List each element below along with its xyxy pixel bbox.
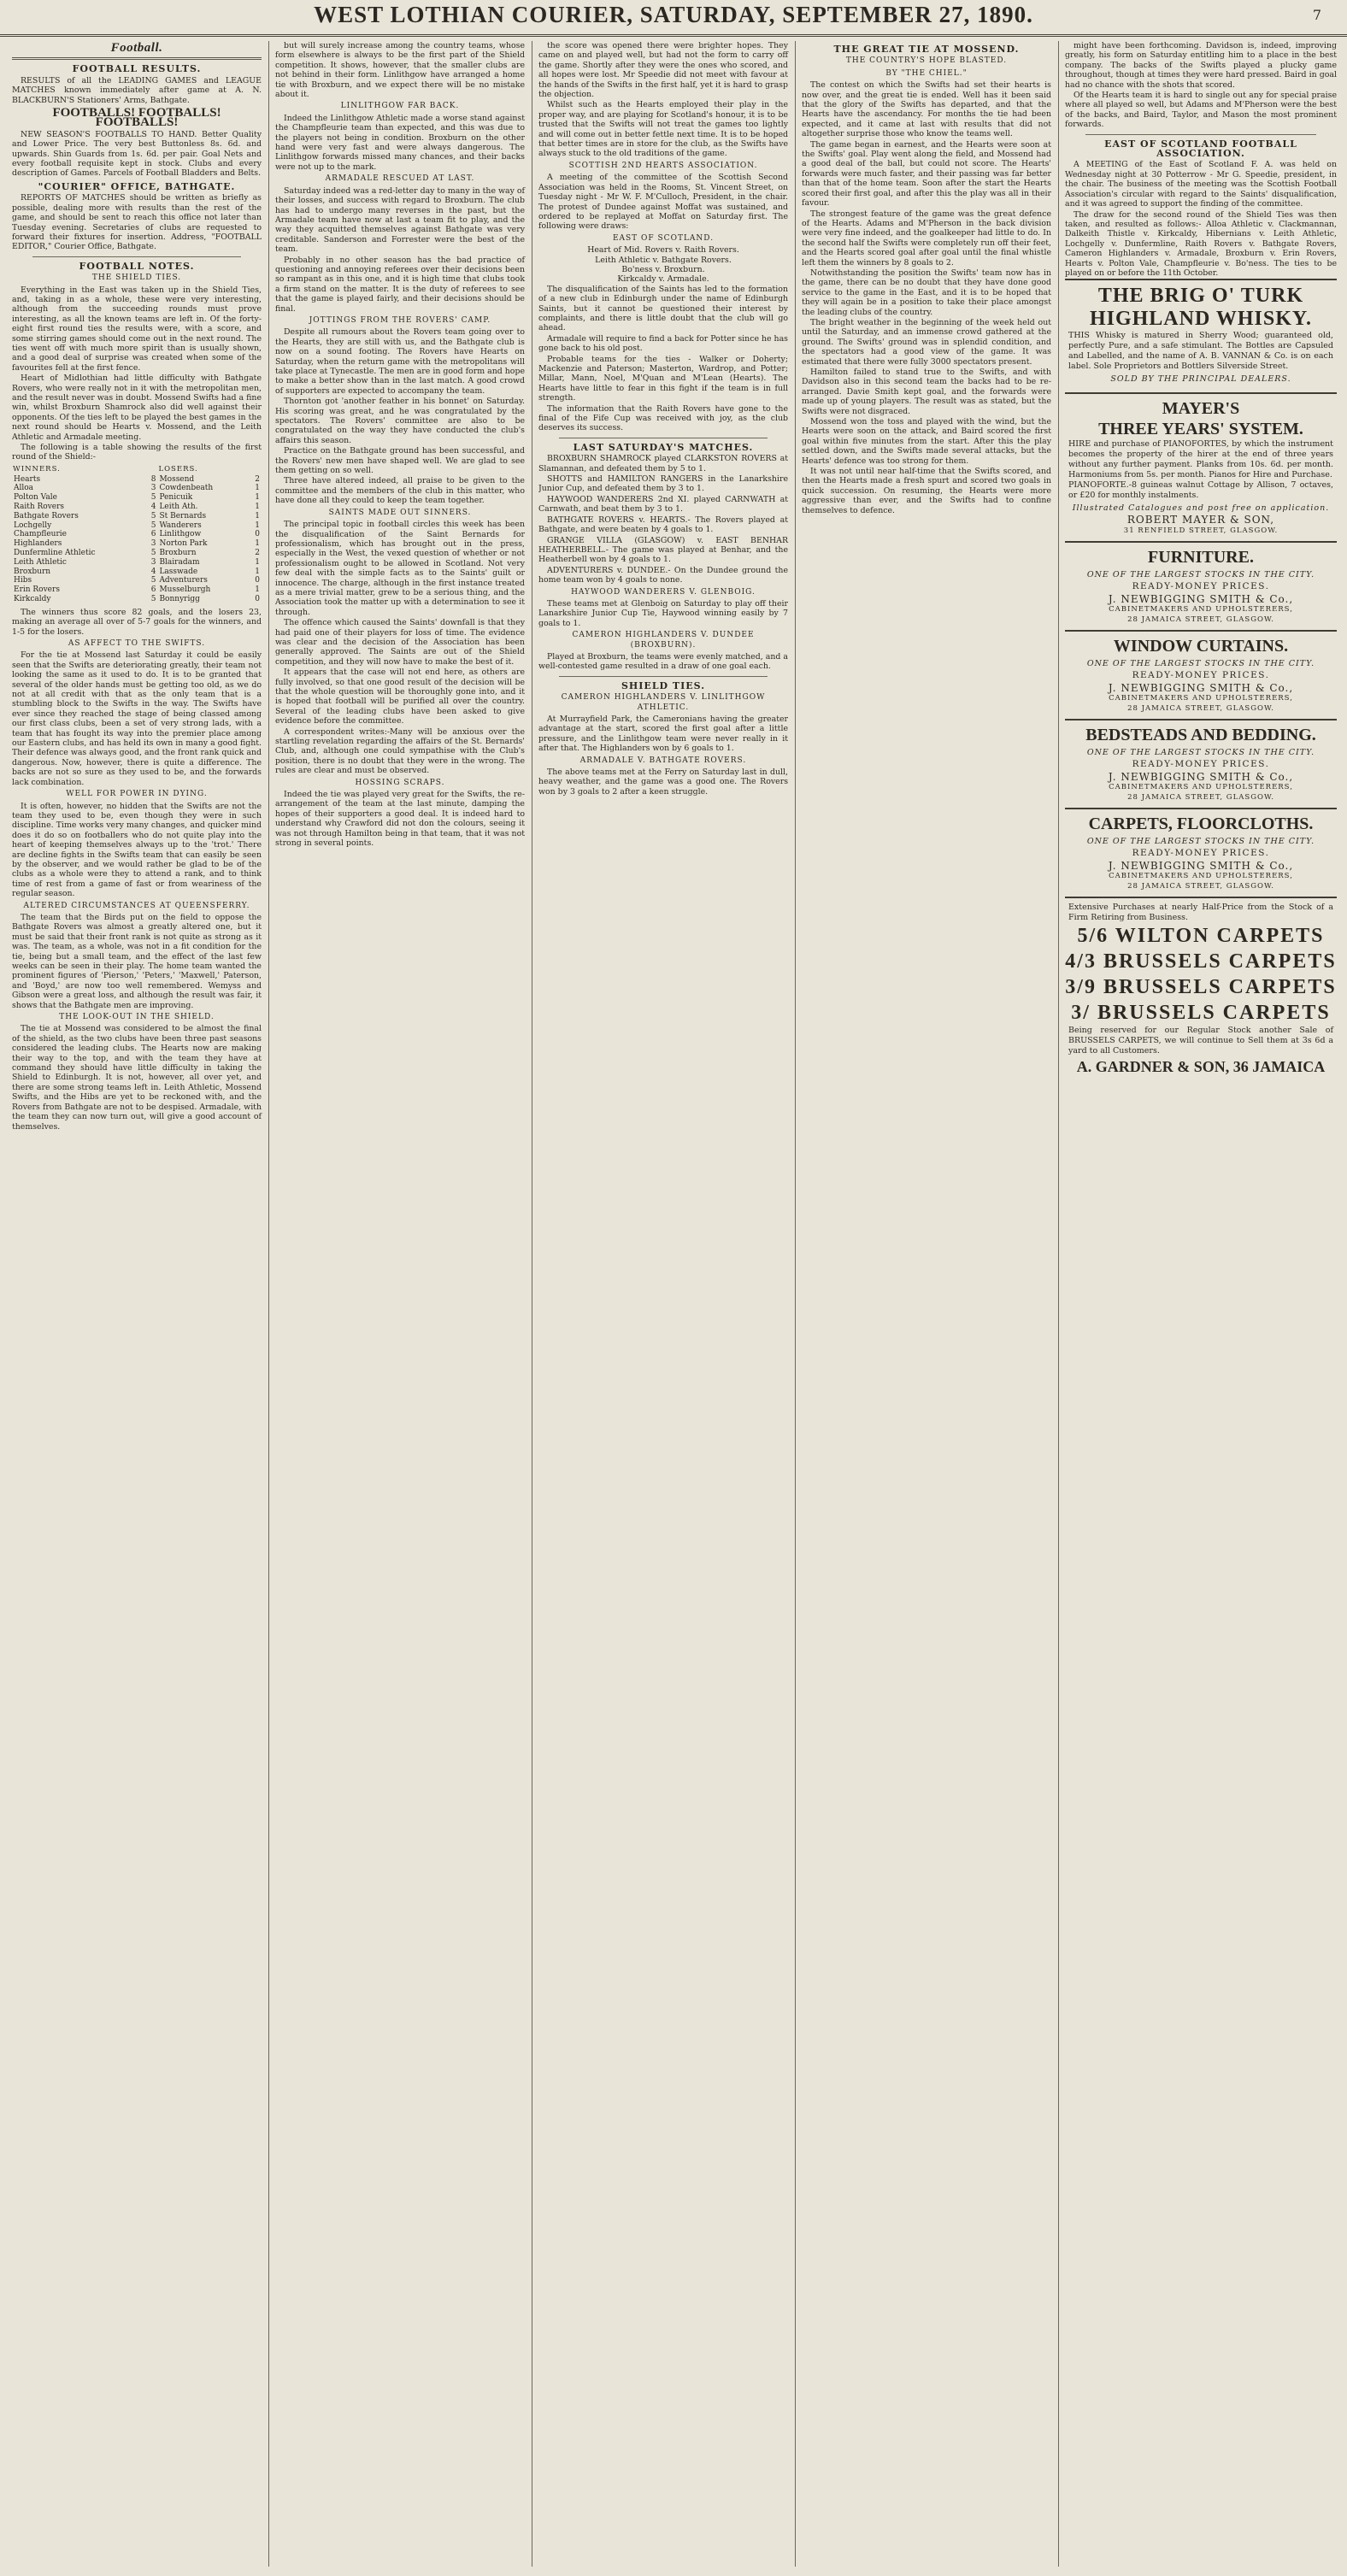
- footballs-banner: FOOTBALLS! FOOTBALLS! FOOTBALLS!: [52, 106, 221, 130]
- advert-address: 31 RENFIELD STREET, GLASGOW.: [1123, 526, 1279, 535]
- winner-name: Champfleurie: [14, 530, 67, 539]
- subheading: THE COUNTRY'S HOPE BLASTED.: [845, 56, 1008, 66]
- office-text: REPORTS OF MATCHES should be written as briefly as possible, dealing more with results than the rest of the game, and should be sent to reach this office not later than Tuesday evening. Secretaries of clubs are requested to forward their fixtures for insertion. Address, "FOOTBALL EDITOR," Courier Office, Bathgate.: [12, 193, 262, 252]
- article-paragraph: The team that the Birds put on the field to oppose the Bathgate Rovers was almost a greatly altered one, but it must be said that their front rank is not quite as strong as it was. The team, as a whole, was not in a fit condition for the tie, being but a small team, and the effect of the last few weeks can be seen in their play. The home team wanted the prominent figures of 'Pierson,' 'Peters,' 'Maxwell,' Paterson, and 'Boyd,' are now too well remembered. Wemyss and Gibson were a great loss, and although the result was fair, it shows that the Bathgate men are improving.: [12, 912, 262, 1010]
- loser-name: Adventurers: [159, 576, 208, 585]
- loser-name: Blairadam: [159, 557, 200, 567]
- advert-address: 28 JAMAICA STREET, GLASGOW.: [1127, 881, 1274, 891]
- article-paragraph: At Murrayfield Park, the Cameronians having the greater advantage at the start, scored the first goal after a little pressure, and the Linlithgow team were never really in it after that. The Highlanders won by 6 goals to 1.: [538, 715, 788, 754]
- subheading: AS AFFECT TO THE SWIFTS.: [68, 639, 206, 649]
- article-paragraph: Notwithstanding the position the Swifts' team now has in the game, there can be no doubt that they have done good service to the game in the East, and it is to be hoped that they will again be in a position to take their place amongst the leading clubs of the country.: [802, 268, 1051, 317]
- winner-name: Lochgelly: [14, 520, 52, 530]
- carpet-price-line: 5/6 WILTON CARPETS: [1077, 925, 1325, 948]
- article-paragraph: Mossend won the toss and played with the wind, but the Hearts were soon on the attack, and Baird scored the first goal within five minutes from the start. After this the play settled down, and the Swifts made several attacks, but the Hearts' defence was too strong for them.: [802, 417, 1051, 466]
- subheading: HOSSING SCRAPS.: [355, 778, 445, 787]
- table-row: [12, 530, 262, 539]
- article-paragraph: The winners thus score 82 goals, and the losers 23, making an average all over of 5-7 goals for the winners, and 1-5 for the losers.: [12, 607, 262, 637]
- article-paragraph: The contest on which the Swifts had set their hearts is now over, and the great tie is ended. Well has it been said that the glory of the Swifts has departed, and that the Hearts have the ascendancy. For months the tie had been expected, and it came at last with results that did not altogether surprise those who know the teams well.: [802, 80, 1051, 139]
- matches-heading: LAST SATURDAY'S MATCHES.: [573, 441, 754, 453]
- newspaper-title: WEST LOTHIAN COURIER, SATURDAY, SEPTEMBER 27, 1890.: [314, 2, 1033, 27]
- advert-note: SOLD BY THE PRINCIPAL DEALERS.: [1110, 374, 1291, 385]
- advert-address: 28 JAMAICA STREET, GLASGOW.: [1127, 703, 1274, 713]
- advert-firm: A. GARDNER & SON, 36 JAMAICA: [1076, 1058, 1326, 1076]
- office-heading: "COURIER" OFFICE, BATHGATE.: [38, 180, 236, 192]
- table-header-row: [12, 464, 262, 475]
- loser-name: Wanderers: [159, 520, 202, 530]
- page-columns: [12, 41, 1342, 2571]
- draws-list: [538, 245, 788, 285]
- advert-prices: READY-MONEY PRICES.: [1132, 581, 1270, 592]
- advert-prices: READY-MONEY PRICES.: [1132, 848, 1270, 859]
- loser-name: Lasswade: [159, 567, 198, 576]
- article-paragraph: Three have altered indeed, all praise to be given to the committee and the members of the club in this matter, who have done all they could to keep the team together.: [275, 476, 525, 506]
- footballs-text: NEW SEASON'S FOOTBALLS TO HAND. Better Quality and Lower Price. The very best Buttonless 8s. 6d. and upwards. Shin Guards from 1s. 6d. per pair. Goal Nets and every football requisite kept in stock. Clubs and every description of Games. Parcels of Football Bladders and Belts.: [12, 129, 262, 179]
- winner-score: 5: [150, 511, 156, 520]
- article-paragraph: Despite all rumours about the Rovers team going over to the Hearts, they are still with us, and the Bathgate club is now on a sound footing. The Rovers have Hearts on Saturday, when the return game with the metropolitans will take place at Tynecastle. The men are in good form and hope to make a better show than in the last match. A good crowd of supporters are expected to accompany the team.: [275, 327, 525, 396]
- advert-title: WINDOW CURTAINS.: [1113, 637, 1289, 656]
- advert-address: 28 JAMAICA STREET, GLASGOW.: [1127, 792, 1274, 802]
- masthead: [0, 0, 1347, 37]
- loser-name: Musselburgh: [159, 585, 211, 595]
- loser-name: Leith Ath.: [159, 503, 198, 512]
- article-paragraph: The strongest feature of the game was the great defence of the Hearts. Adams and M'Pherson in the back division were very fine indeed, and the goalkeeper had little to do. In the second half the Swifts were completely run off their feet, and the Hearts scored goal after goal until the final whistle left them the winners by 8 goals to 2.: [802, 209, 1051, 268]
- article-paragraph: but will surely increase among the country teams, whose form elsewhere is always to be the first part of the Shield competition. It shows, however, that the smaller clubs are not behind in their form. Linlithgow have arranged a home tie with Broxburn, and we expect there will be no mistake about it.: [275, 41, 525, 100]
- match-report: HAYWOOD WANDERERS 2nd XI. played CARNWATH at Carnwath, and beat them by 3 to 1.: [538, 494, 788, 515]
- match-report: BROXBURN SHAMROCK played CLARKSTON ROVERS at Slamannan, and defeated them by 5 to 1.: [538, 454, 788, 473]
- table-row: [12, 558, 262, 568]
- results-text: RESULTS of all the LEADING GAMES and LEAGUE MATCHES known immediately after game at A. N. BLACKBURN'S Stationers' Arms, Bathgate.: [12, 75, 262, 105]
- advert-firm: J. NEWBIGGING SMITH & Co.,: [1108, 770, 1294, 783]
- article-paragraph: The information that the Raith Rovers have gone to the final of the Fife Cup was received with joy, as the club deserves its success.: [538, 403, 788, 433]
- column-3: [538, 41, 793, 2567]
- winner-name: Raith Rovers: [14, 503, 65, 512]
- subheading: ARMADALE RESCUED AT LAST.: [325, 174, 475, 184]
- divider: [32, 256, 241, 257]
- subheading: EAST OF SCOTLAND.: [612, 233, 715, 243]
- whisky-advert: [1065, 279, 1337, 391]
- advert-note: Illustrated Catalogues and post free on application.: [1072, 503, 1330, 513]
- list-item: Kirkcaldy v. Armadale.: [617, 274, 709, 285]
- notes-subheading: THE SHIELD TIES.: [91, 273, 182, 283]
- loser-score: 2: [255, 549, 260, 558]
- winner-name: Broxburn: [14, 567, 51, 576]
- article-paragraph: Played at Broxburn, the teams were evenly matched, and a well-contested game resulted in a draw of one goal each.: [538, 651, 788, 672]
- winner-score: 5: [150, 595, 156, 603]
- winner-score: 5: [150, 576, 156, 585]
- advert-address: 28 JAMAICA STREET, GLASGOW.: [1127, 615, 1274, 624]
- loser-name: Mossend: [159, 474, 195, 484]
- subheading: CAMERON HIGHLANDERS V. DUNDEE (BROXBURN).: [572, 631, 755, 650]
- column-5: [1065, 41, 1342, 2567]
- section-title: Football.: [110, 41, 163, 55]
- article-paragraph: It was not until near half-time that the Swifts scored, and then the Hearts made a fresh spurt and scored two goals in quick succession. On resuming, the Hearts were more aggressive than ever, and the Swifts had to confine themselves to defence.: [802, 467, 1051, 515]
- article-paragraph: Everything in the East was taken up in the Shield Ties, and, taking in as a whole, these were very interesting, although from the succeeding rounds must prove interesting, as all the known teams are left in. Of the forty-eight first round ties the results were, with a score, and some stirring games should come out in the next round. The ties went off with much more spirit than is usually shown, and a good deal of surprise was created when some of the favourites fell at the first fence.: [12, 285, 262, 373]
- winner-name: Hearts: [14, 474, 41, 484]
- winner-name: Hibs: [14, 576, 32, 585]
- match-report: SHOTTS and HAMILTON RANGERS in the Lanarkshire Junior Cup, and defeated them by 3 to 1.: [538, 474, 788, 494]
- table-row: [12, 475, 262, 485]
- article-paragraph: The game began in earnest, and the Hearts were soon at the Swifts' goal. Play went along the field, and Mossend had a good deal of the ball, but could not score. The Hearts' forwards were much faster, and their passing was far better than that of the home team. Soon after the start the Hearts scored their first goal, and after this the play was all in their favour.: [802, 139, 1051, 209]
- furniture-advert: [1065, 719, 1337, 808]
- results-table: [12, 464, 262, 604]
- subheading: THE LOOK-OUT IN THE SHIELD.: [59, 1013, 215, 1022]
- article-paragraph: The bright weather in the beginning of the week held out until the Saturday, and an immense crowd gathered at the ground. The Swifts' ground was in splendid condition, and the spectators had a good view of the game. It was estimated that there were fully 3000 spectators present.: [802, 317, 1051, 367]
- loser-score: 1: [255, 484, 260, 493]
- carpet-advert: [1065, 897, 1337, 1082]
- advert-prices: READY-MONEY PRICES.: [1132, 759, 1270, 770]
- winner-score: 8: [150, 474, 156, 484]
- subheading: SCOTTISH 2ND HEARTS ASSOCIATION.: [568, 161, 758, 170]
- advert-firm-sub: CABINETMAKERS AND UPHOLSTERERS,: [1109, 605, 1293, 615]
- carpet-price-line: 4/3 BRUSSELS CARPETS: [1065, 950, 1337, 973]
- article-paragraph: Hamilton failed to stand true to the Swifts, and with Davidson also in this second team the backs had to be re-arranged. Davie Smith kept goal, and the forwards were made up of young players. The result was as stated, but the Swifts were not disgraced.: [802, 368, 1051, 416]
- loser-score: 1: [255, 520, 260, 530]
- advert-stock: ONE OF THE LARGEST STOCKS IN THE CITY.: [1086, 748, 1315, 758]
- advert-text: PIANOFORTE.-8 guineas walnut Cottage by Allison, 7 octaves, or £20 for monthly instalments.: [1068, 479, 1333, 500]
- winners-header: WINNERS.: [13, 464, 61, 473]
- subheading: LINLITHGOW FAR BACK.: [340, 102, 460, 111]
- winner-score: 3: [150, 557, 156, 567]
- winner-name: Bathgate Rovers: [14, 511, 79, 520]
- loser-score: 2: [255, 474, 260, 484]
- furniture-advert: [1065, 808, 1337, 897]
- table-row: [12, 512, 262, 521]
- article-paragraph: The tie at Mossend was considered to be almost the final of the shield, as the two clubs have been three past seasons considered the leading clubs. The Hearts now are making their way to the top, and with the team they have at command they should have little difficulty in taking the Shield to Edinburgh. It is not, however, all over yet, and there are some strong teams left in. Leith Athletic, Mossend Swifts, and the Hibs are yet to be reckoned with, and the Rovers from Bathgate are not to be despised. Armadale, with the team they can now turn out, will give a good account of themselves.: [12, 1024, 262, 1132]
- advert-stock: ONE OF THE LARGEST STOCKS IN THE CITY.: [1086, 837, 1315, 847]
- winner-name: Alloa: [14, 484, 34, 493]
- table-row: [12, 568, 262, 577]
- advert-text: Being reserved for our Regular Stock another Sale of BRUSSELS CARPETS, we will continue to Sell them at 3s 6d a yard to all Customers.: [1068, 1026, 1333, 1056]
- table-row: [12, 549, 262, 558]
- loser-score: 1: [255, 511, 260, 520]
- article-paragraph: Indeed the Linlithgow Athletic made a worse stand against the Champfleurie team than expected, and this was due to the players not being in condition. Broxburn on the other hand were very fast and were always dangerous. The Linlithgow forwards missed many chances, and their backs were not up to the mark.: [275, 113, 525, 172]
- divider: [1085, 134, 1316, 135]
- advert-text: Extensive Purchases at nearly Half-Price from the Stock of a Firm Retiring from Business.: [1068, 903, 1333, 923]
- advert-firm-sub: CABINETMAKERS AND UPHOLSTERERS,: [1109, 694, 1293, 703]
- advert-firm: J. NEWBIGGING SMITH & Co.,: [1108, 859, 1294, 872]
- column-2: [275, 41, 530, 2567]
- east-heading: EAST OF SCOTLAND FOOTBALL ASSOCIATION.: [1104, 138, 1297, 160]
- subheading: ALTERED CIRCUMSTANCES AT QUEENSFERRY.: [23, 901, 250, 910]
- tie-heading: THE GREAT TIE AT MOSSEND.: [833, 44, 1020, 55]
- article-paragraph: These teams met at Glenboig on Saturday to play off their Lanarkshire Junior Cup Tie, Haywood winning easily by 7 goals to 1.: [538, 598, 788, 628]
- advert-stock: ONE OF THE LARGEST STOCKS IN THE CITY.: [1086, 569, 1315, 579]
- article-paragraph: Probably in no other season has the bad practice of questioning and annoying referees over their decisions been so rampant as in this one, and it is high time that clubs took a firm stand on the matter. It is the duty of referees to see that the game is played fairly, and their decisions should be final.: [275, 255, 525, 314]
- article-paragraph: For the tie at Mossend last Saturday it could be easily seen that the Swifts are deteriorating greatly, their team not looking the same as it used to do. It is to be granted that several of the older hands must be getting too old, as we do not at all credit with that as the only team that is a stumbling block to the Swifts in the way. The Swifts have ever since they reached the stage of being classed among our first class clubs, been a set of very strong lads, with a team that has fought its way into the premier place among our Eastern clubs, and has held its own in many a good fight. Their defence was always good, and the front rank quick and dangerous. Now, however, there is quite a difference. The backs are not so sure as they used to be, and the forwards lack combination.: [12, 650, 262, 787]
- article-paragraph: It appears that the case will not end here, as others are fully involved, so that one good result of the decision will be that the whole question will be thoroughly gone into, and it is hoped that football will be purified all over the country. Several of the leading clubs have been asked to give evidence before the committee.: [275, 668, 525, 726]
- winner-score: 4: [150, 503, 156, 512]
- loser-score: 1: [255, 539, 260, 549]
- match-report: GRANGE VILLA (GLASGOW) v. EAST BENHAR HEATHERBELL.- The game was played at Benhar, and the Heatherbell won by 4 goals to 1.: [538, 535, 788, 565]
- subheading: JOTTINGS FROM THE ROVERS' CAMP.: [309, 315, 491, 325]
- column-4: [802, 41, 1056, 2567]
- match-report: ADVENTURERS v. DUNDEE.- On the Dundee ground the home team won by 4 goals to none.: [538, 565, 788, 585]
- list-item: Leith Athletic v. Bathgate Rovers.: [595, 255, 732, 265]
- carpet-lines: [1065, 923, 1337, 1026]
- loser-name: Norton Park: [159, 539, 208, 549]
- article-paragraph: Probable teams for the ties - Walker or Doherty; Mackenzie and Paterson; Masterton, Wardrop, and Potter; Millar, Mann, Noel, M'Quan and M'Lean (Hearts). The Hearts have little to fear in this fight if the team is in full strength.: [538, 354, 788, 403]
- winner-score: 5: [150, 493, 156, 503]
- article-paragraph: Indeed the tie was played very great for the Swifts, the re-arrangement of the team at the last minute, damping the hopes of their supporters a good deal. It is indeed hard to understand why Crawford did not don the colours, seeing it was not through Hamilton being in that team, that it was not strong in several points.: [275, 790, 525, 849]
- winner-score: 3: [150, 539, 156, 549]
- winner-score: 5: [150, 549, 156, 558]
- advert-firm: J. NEWBIGGING SMITH & Co.,: [1108, 681, 1294, 694]
- shield-heading: SHIELD TIES.: [621, 679, 706, 691]
- loser-name: Cowdenbeath: [159, 484, 214, 493]
- advert-title: THE BRIG O' TURK HIGHLAND WHISKY.: [1089, 285, 1313, 331]
- article-paragraph: The disqualification of the Saints has led to the formation of a new club in Edinburgh under the name of Edinburgh Saints, but it cannot be questioned their interest by complaints, and there is little doubt that the club will go ahead.: [538, 284, 788, 333]
- article-paragraph: A correspondent writes:-Many will be anxious over the startling revelation regarding the affairs of the St. Bernards' Club, and, although one could sympathise with the Club's position, there is no doubt that they were in the wrong. The rules are clear and must be observed.: [275, 726, 525, 776]
- article-paragraph: Practice on the Bathgate ground has been successful, and the Rovers' new men have shaped well. We are glad to see them getting on so well.: [275, 446, 525, 476]
- loser-score: 1: [255, 585, 260, 595]
- winner-name: Kirkcaldy: [14, 595, 51, 603]
- loser-name: Linlithgow: [159, 530, 202, 539]
- loser-score: 0: [255, 576, 260, 585]
- winner-score: 5: [150, 520, 156, 530]
- article-paragraph: The draw for the second round of the Shield Ties was then taken, and resulted as follows:- Alloa Athletic v. Clackmannan, Dalkeith Thistle v. Kirkcaldy, Hibernians v. Leith Athletic, Lochgelly v. Dunfermline, Raith Rovers v. Bathgate Rovers, Cameron Highlanders v. Armadale, Broxburn v. Erin Rovers, Hearts v. Polton Vale, Champfleurie v. Bo'ness. The ties to be played on or before the 11th October.: [1065, 209, 1337, 278]
- article-paragraph: Armadale will require to find a back for Potter since he has gone back to his old post.: [538, 333, 788, 354]
- advert-text: HIRE and purchase of PIANOFORTES, by which the instrument becomes the property of the hirer at the end of three years without any further payment. Planks from 10s. 6d. per month. Harmoniums from 5s. per month. Pianos for Hire and Purchase.: [1068, 438, 1333, 479]
- winner-name: Polton Vale: [14, 493, 57, 503]
- losers-header: LOSERS.: [158, 464, 198, 473]
- article-paragraph: Whilst such as the Hearts employed their play in the proper way, and are playing for Scotland's honour, it is to be trusted that the Swifts will not treat the games too lightly and will come out in better fettle next time. It is to be hoped that better times are in store for the club, as the Swifts have always stuck to the old traditions of the game.: [538, 100, 788, 159]
- table-row: [12, 576, 262, 585]
- matches-list: [538, 454, 788, 585]
- subheading: ARMADALE V. BATHGATE ROVERS.: [579, 756, 747, 765]
- loser-name: St Bernards: [159, 511, 207, 520]
- article-paragraph: A MEETING of the East of Scotland F. A. was held on Wednesday night at 30 Potterrow - Mr G. Speedie, president, in the chair. The business of the meeting was the Scottish Football Association's circular with regard to the Saints' disqualification, and it was agreed to support the finding of the committee.: [1065, 160, 1337, 209]
- article-paragraph: Heart of Midlothian had little difficulty with Bathgate Rovers, who were really not in it with the metropolitan men, and the result never was in doubt. Mossend Swifts had a fine win, whilst Broxburn Shamrock also did well against their opponents. Of the ties left to be played the best games in the next round should be Hearts v. Mossend, and the Leith Athletic and Armadale meeting.: [12, 373, 262, 442]
- winner-name: Erin Rovers: [14, 585, 60, 595]
- winner-name: Dunfermline Athletic: [14, 549, 96, 558]
- article-paragraph: A meeting of the committee of the Scottish Second Association was held in the Rooms, St. Vincent Street, on Tuesday night - Mr W. F. M'Culloch, President, in the chair. The protest of Dundee against Moffat was sustained, and ordered to be replayed at Moffat on Saturday first. The following were draws:: [538, 173, 788, 232]
- advert-firm-sub: CABINETMAKERS AND UPHOLSTERERS,: [1109, 872, 1293, 881]
- page-number: 7: [1312, 7, 1321, 23]
- winner-name: Leith Athletic: [14, 557, 67, 567]
- advert-title: CARPETS, FLOORCLOTHS.: [1088, 815, 1314, 834]
- table-row: [12, 503, 262, 512]
- advert-firm: J. NEWBIGGING SMITH & Co.,: [1108, 592, 1294, 605]
- article-paragraph: The principal topic in football circles this week has been the disqualification of the Saint Bernards for professionalism, which has brought out in the press, especially in the West, the vexed question of whether or not professionalism ought to be allowed in Scotland. Not very few deal with the simple facts as to the Saints' guilt or innocence. The charge, although in the first instance treated as a mere trivial matter, grew to be a serious thing, and the Association took the matter up with a determination to see it through.: [275, 520, 525, 617]
- loser-name: Penicuik: [159, 493, 193, 503]
- winner-score: 3: [150, 484, 156, 493]
- winner-name: Highlanders: [14, 539, 62, 549]
- results-heading: FOOTBALL RESULTS.: [72, 63, 202, 75]
- furniture-advert: [1065, 630, 1337, 719]
- subheading: CAMERON HIGHLANDERS V. LINLITHGOW ATHLETIC.: [561, 693, 766, 712]
- advert-text: THIS Whisky is matured in Sherry Wood; guaranteed old, perfectly Pure, and a safe stimulant. The Bottles are Capsuled and Labelled, and the name of A. B. VANNAN & Co. is on each label. Sole Proprietors and Bottlers Silverside Street.: [1068, 331, 1333, 372]
- table-row: [12, 521, 262, 531]
- article-paragraph: Of the Hearts team it is hard to single out any for special praise where all played so well, but Adams and M'Pherson were the best of the backs, and Baird, Taylor, and Mason the most prominent forwards.: [1065, 91, 1337, 130]
- table-row: [12, 539, 262, 549]
- column-rule: [268, 41, 269, 2567]
- carpet-price-line: 3/ BRUSSELS CARPETS: [1071, 1002, 1331, 1025]
- furniture-advert: [1065, 541, 1337, 630]
- loser-score: 0: [255, 595, 260, 603]
- loser-score: 1: [255, 493, 260, 503]
- loser-score: 1: [255, 567, 260, 576]
- advert-prices: READY-MONEY PRICES.: [1132, 670, 1270, 681]
- winner-score: 6: [150, 530, 156, 539]
- advert-firm: ROBERT MAYER & SON,: [1126, 514, 1275, 526]
- loser-score: 0: [255, 530, 260, 539]
- match-report: BATHGATE ROVERS v. HEARTS.- The Rovers played at Bathgate, and were beaten by 4 goals to 1.: [538, 515, 788, 535]
- subheading: WELL FOR POWER IN DYING.: [66, 790, 208, 799]
- loser-name: Bonnyrigg: [159, 595, 200, 603]
- byline: BY "THE CHIEL.": [885, 68, 968, 78]
- table-row: [12, 484, 262, 493]
- table-row: [12, 493, 262, 503]
- advert-stock: ONE OF THE LARGEST STOCKS IN THE CITY.: [1086, 659, 1315, 668]
- subheading: HAYWOOD WANDERERS V. GLENBOIG.: [571, 587, 756, 597]
- article-paragraph: Thornton got 'another feather in his bonnet' on Saturday. His scoring was great, and he was congratulated by the spectators. The Rovers' committee are also to be congratulated on the way they have conducted the club's affairs this season.: [275, 397, 525, 445]
- advert-title: MAYER'S: [1162, 398, 1240, 418]
- advert-title: FURNITURE.: [1148, 547, 1254, 567]
- divider: [12, 57, 262, 60]
- table-row: [12, 585, 262, 595]
- winner-score: 6: [150, 585, 156, 595]
- carpet-price-line: 3/9 BRUSSELS CARPETS: [1065, 976, 1337, 999]
- article-paragraph: It is often, however, no hidden that the Swifts are not the team they used to be, even though they were in such discipline. Time works very many changes, and quicker mind does it do so on footballers who do not quite play into the heart of keeping themselves always up to the 'trot.' There are decline fights in the Swifts team that can easily be seen by the observer, and we would rather be glad to be of the clubs as a whole were they to attend a rank, and to think time of rest from a game of fast or from weariness of the regular season.: [12, 801, 262, 899]
- column-rule: [795, 41, 796, 2567]
- advert-title: THREE YEARS' SYSTEM.: [1098, 419, 1303, 438]
- list-item: Heart of Mid. Rovers v. Raith Rovers.: [587, 245, 739, 256]
- article-paragraph: might have been forthcoming. Davidson is, indeed, improving greatly, his form on Saturday entitling him to a place in the best company. The backs of the Swifts played a plucky game throughout, though at times they were hard pressed. Baird in goal had no chance with the shots that scored.: [1065, 41, 1337, 90]
- advert-firm-sub: CABINETMAKERS AND UPHOLSTERERS,: [1109, 783, 1293, 792]
- article-paragraph: The above teams met at the Ferry on Saturday last in dull, heavy weather, and the game was a good one. The Rovers won by 3 goals to 2 after a keen struggle.: [538, 768, 788, 797]
- divider: [559, 676, 768, 677]
- subheading: SAINTS MADE OUT SINNERS.: [328, 508, 472, 517]
- loser-score: 1: [255, 503, 260, 512]
- article-paragraph: the score was opened there were brighter hopes. They came on and played well, but had not the form to carry off the game. Shortly after they were the ones who scored, and all hopes were lost. Mr Speedie did not meet with favour at the hands of the Swifts in the first half, yet it is hard to grasp the objection.: [538, 41, 788, 100]
- loser-name: Broxburn: [159, 549, 197, 558]
- table-row: [12, 595, 262, 604]
- advert-title: BEDSTEADS AND BEDDING.: [1085, 726, 1316, 745]
- column-1: [12, 41, 267, 2567]
- notes-heading: FOOTBALL NOTES.: [79, 260, 195, 272]
- winner-score: 4: [150, 567, 156, 576]
- column-rule: [1058, 41, 1059, 2567]
- article-paragraph: The offence which caused the Saints' downfall is that they had paid one of their players for loss of time. The evidence was clear and the decision of the Association has been generally approved. The Saints are out of the Shield competition, and they will now have to make the best of it.: [275, 618, 525, 667]
- article-paragraph: Saturday indeed was a red-letter day to many in the way of their losses, and success with regard to Broxburn. The club has had to undergo many reverses in the past, but the Armadale team have now at last a team fit to play, and the way they acquitted themselves against Bathgate was very creditable. Sanderson and Forrester were the best of the team.: [275, 185, 525, 255]
- article-paragraph: The following is a table showing the results of the first round of the Shield:-: [12, 443, 262, 462]
- furniture-adverts: [1065, 541, 1337, 897]
- piano-advert: [1065, 392, 1337, 541]
- loser-score: 1: [255, 557, 260, 567]
- list-item: Bo'ness v. Broxburn.: [621, 264, 705, 274]
